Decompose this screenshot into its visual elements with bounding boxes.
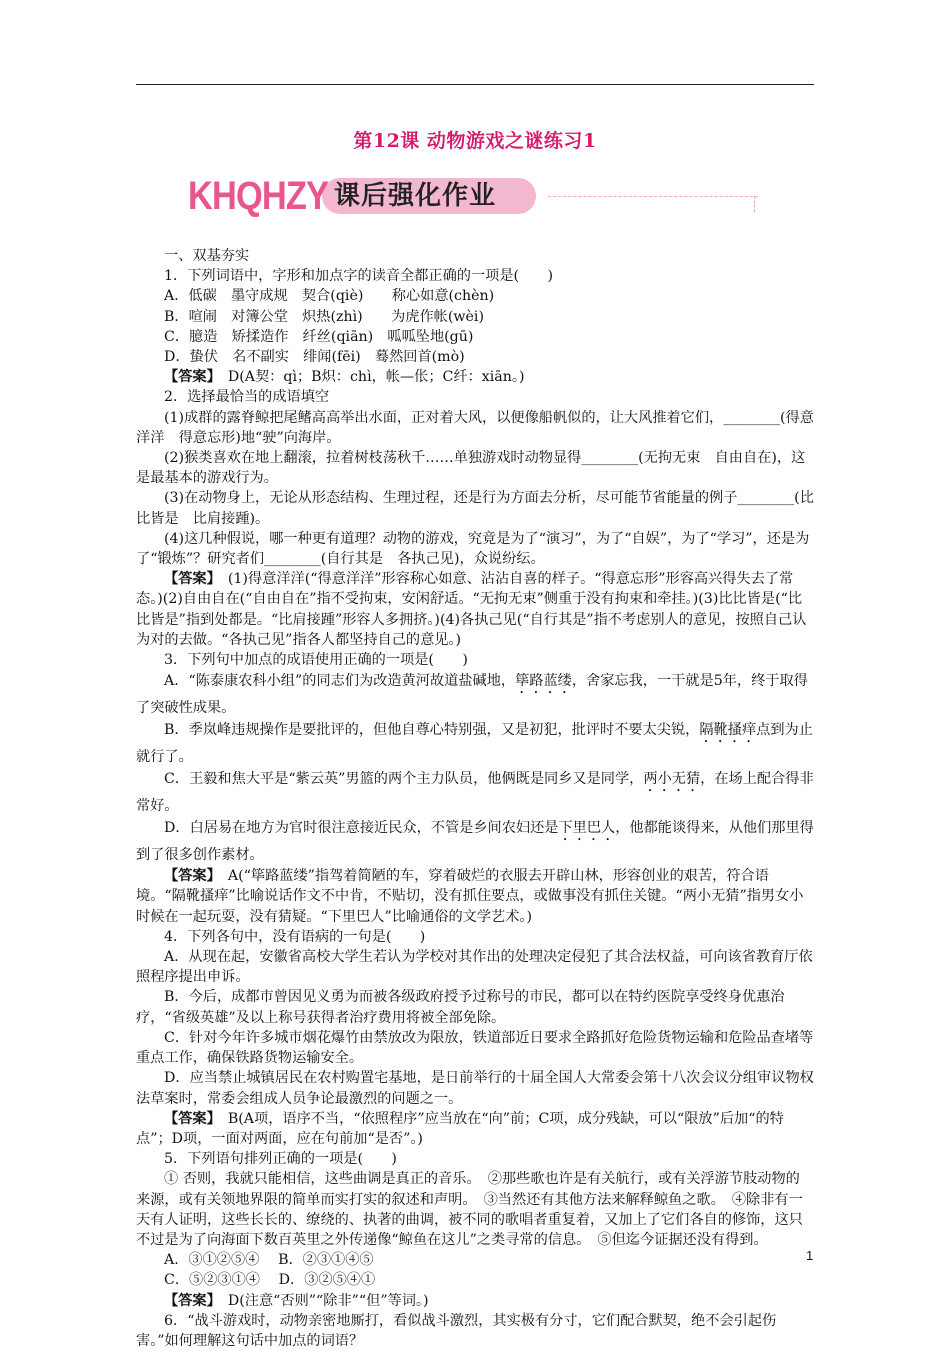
q1-option-a: A．低碳 墨守成规 契合(qiè) 称心如意(chèn)	[164, 288, 495, 305]
answer-text: B(A项，语序不当，“依照程序”应当放在“向”前；C项，成分残缺，可以“限放”后加“的特点”；D项，一面对两面，应在句前加“是否”。)	[136, 1110, 784, 1147]
q3-a-dotted: 筚路蓝缕	[515, 673, 572, 690]
q2-sentence-1: (1)成群的露脊鲸把尾鳍高高举出水面，正对着大风，以便像船帆似的，让大风推着它们，________(得意洋洋 得意忘形)地“驶”向海岸。	[136, 409, 814, 446]
q4-option-d: D．应当禁止城镇居民在农村购置宅基地，是日前举行的十届全国人大常委会第十八次会议分组审议物权法草案时，常委会组成人员争论最激烈的问题之一。	[136, 1070, 814, 1107]
q3-d-text: D．白居易在地方为官时很注意接近民众，不管是乡间农妇还是	[164, 820, 559, 837]
answer-label: 【答案】	[164, 571, 214, 588]
q4-option-b: B．今后，成都市曾因见义勇为而被各级政府授予过称号的市民，都可以在特约医院享受终身优惠治疗，“省级英雄”及以上称号获得者治疗费用将被全部免除。	[136, 989, 785, 1026]
header-rule	[136, 84, 814, 85]
q3-b-text: B．季岚峰违规操作是要批评的，但他自尊心特别强，又是初犯，批评时不要太尖锐，	[164, 722, 700, 739]
q3-option-d	[136, 817, 814, 866]
q3-b-dotted: 隔靴搔痒	[699, 722, 757, 739]
answer-label: 【答案】	[164, 1110, 214, 1127]
q3-option-a	[136, 670, 814, 719]
banner-pill	[322, 178, 536, 214]
q3-answer	[136, 866, 814, 927]
q3-c-text-end: ，在场上配合得非常好。	[136, 771, 814, 815]
q1-stem: 1．下列词语中，字形和加点字的读音全都正确的一项是( )	[164, 268, 553, 285]
q3-a-text: A．“陈泰康农科小组”的同志们为改造黄河故道盐碱地，	[164, 673, 516, 690]
q5-answer	[136, 1291, 814, 1311]
q4-option-a: A．从现在起，安徽省高校大学生若认为学校对其作出的处理决定侵犯了其合法权益，可向该省教育厅依照程序提出申诉。	[136, 949, 813, 986]
answer-text: D(注意“否则”“除非”“但”等词。)	[213, 1292, 429, 1309]
q1-option-b: B．喧闹 对簿公堂 炽热(zhì) 为虎作帐(wèi)	[164, 308, 484, 325]
q4-answer	[136, 1109, 814, 1149]
section-banner	[188, 172, 768, 220]
banner-dashed-hook	[754, 196, 755, 212]
banner-logo: KHQHZY	[188, 174, 329, 218]
exercise-body	[136, 246, 814, 1351]
q3-d-text-end: ，他都能谈得来，从他们那里得到了很多创作素材。	[136, 820, 814, 864]
section-heading: 一、双基夯实	[164, 248, 250, 264]
q6-stem: 6．“战斗游戏时，动物亲密地厮打，看似战斗激烈，其实极有分寸，它们配合默契，绝不会引起伤害。”如何理解这句话中加点的词语？	[136, 1312, 777, 1349]
q2-answer	[136, 569, 814, 650]
answer-label: 【答案】	[164, 369, 214, 386]
q3-option-b	[136, 719, 814, 768]
q1-option-c: C．臆造 矫揉造作 纤丝(qiān) 呱呱坠地(gū)	[164, 328, 474, 345]
answer-text: A(“筚路蓝缕”指驾着简陋的车，穿着破烂的衣服去开辟山林，形容创业的艰苦，符合语境。“隔靴搔痒”比喻说话作文不中肯，不贴切，没有抓住要点，或做事没有抓住关键。“两小无猜”指男女小时候在一起玩耍，没有猜疑。“下里巴人”比喻通俗的文学艺术。)	[136, 868, 804, 925]
q2-sentence-3: (3)在动物身上，无论从形态结构、生理过程，还是行为方面去分析，尽可能节省能量的例子________(比比皆是 比肩接踵)。	[136, 490, 814, 527]
q3-stem: 3．下列句中加点的成语使用正确的一项是( )	[164, 652, 468, 669]
q3-b-text-end: 点到为止就行了。	[136, 722, 813, 766]
banner-dashed-line	[548, 196, 758, 197]
answer-label: 【答案】	[164, 868, 214, 885]
page-number: 1	[806, 1248, 814, 1263]
q3-c-dotted: 两小无猜	[643, 771, 701, 788]
q5-options-ab: A．③①②⑤④ B．②③①④⑤	[164, 1252, 374, 1269]
answer-label: 【答案】	[164, 1292, 214, 1309]
q4-stem: 4．下列各句中，没有语病的一句是( )	[164, 928, 426, 945]
answer-text: D(A契：qì；B炽：chì，帐—伥；C纤：xiān。)	[213, 369, 525, 386]
q1-option-d: D．蛰伏 名不副实 绯闻(fēi) 蓦然回首(mò)	[164, 349, 465, 366]
q5-text: ① 否则，我就只能相信，这些曲调是真正的音乐。 ②那些歌也许是有关航行，或有关浮游节肢动物的来源，或有关领地界限的简单而实打实的叙述和声明。 ③当然还有其他方法来解释鲸鱼之歌。 ④除非有一天有人证明，这些长长的、缭绕的、执著的曲调，被不同的歌唱者重复着，又加上了它们各自的修饰，这只不过是为了向海面下数百英里之外传递像“鲸鱼在这儿”之类寻常的信息。 ⑤但迄今证据还没有得到。	[136, 1171, 803, 1248]
q2-sentence-2: (2)猴类喜欢在地上翻滚，拉着树枝荡秋千……单独游戏时动物显得________(无拘无束 自由自在)，这是最基本的游戏行为。	[136, 450, 806, 487]
q3-c-text: C．王毅和焦大平是“紫云英”男篮的两个主力队员，他俩既是同乡又是同学，	[164, 771, 644, 788]
answer-text: (1)得意洋洋(“得意洋洋”形容称心如意、沾沾自喜的样子。“得意忘形”形容高兴得失去了常态。)(2)自由自在(“自由自在”指不受拘束，安闲舒适。“无拘无束”侧重于没有拘束和牵挂。)(3)比比皆是(“比比皆是”指到处都是。“比肩接踵”形容人多拥挤。)(4)各执己见(“自行其是”指不考虑别人的意见，按照自己认为对的去做。“各执己见”指各人都坚持自己的意见。)	[136, 571, 807, 648]
q3-a-text-end: ，舍家忘我，一干就是5年，终于取得了突破性成果。	[136, 673, 808, 717]
banner-label: 课后强化作业	[334, 181, 497, 211]
q3-option-c	[136, 768, 814, 817]
page-title: 第12课 动物游戏之谜练习1	[353, 130, 597, 152]
q5-options-cd: C．⑤②③①④ D．③②⑤④①	[164, 1272, 376, 1289]
q3-d-dotted: 下里巴人	[558, 820, 616, 837]
q5-stem: 5．下列语句排列正确的一项是( )	[164, 1151, 397, 1168]
q2-sentence-4: (4)这几种假说，哪一种更有道理？动物的游戏，究竟是为了“演习”，为了“自娱”，为了“学习”，还是为了“锻炼”？研究者们________(自行其是 各执己见)，众说纷纭。	[136, 530, 810, 568]
q4-option-c: C．针对今年许多城市烟花爆竹由禁放改为限放，铁道部近日要求全路抓好危险货物运输和危险品查堵等重点工作，确保铁路货物运输安全。	[136, 1029, 814, 1067]
q1-answer	[136, 367, 814, 387]
q2-stem: 2．选择最恰当的成语填空	[164, 389, 330, 406]
